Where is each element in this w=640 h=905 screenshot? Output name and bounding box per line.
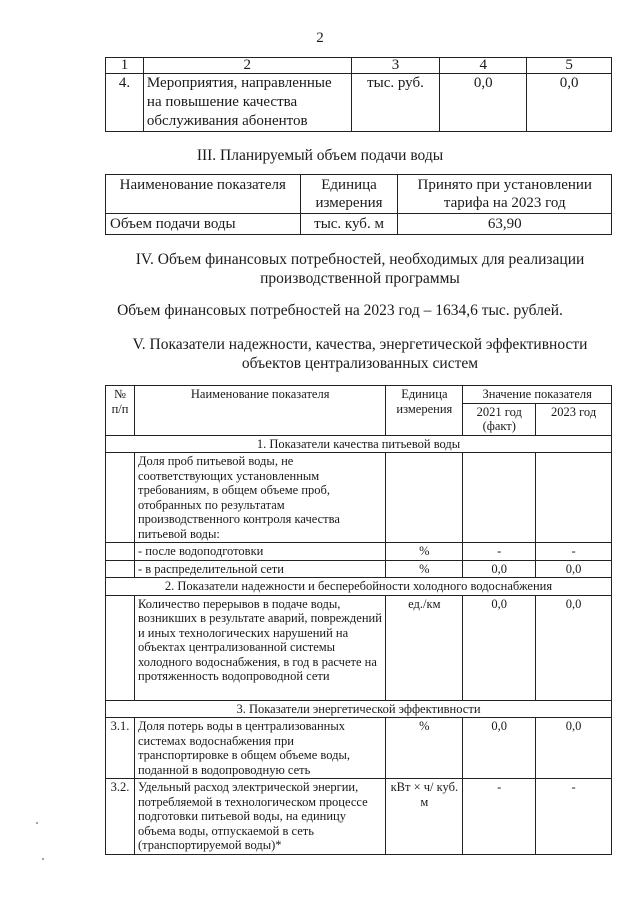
table-row <box>106 543 612 561</box>
row-name: Доля потерь воды в централизованных системах водоснабжения при транспортировке в общем объеме воды, поданной в водопроводную сеть <box>134 718 385 779</box>
section-4-title: IV. Объем финансовых потребностей, необходимых для реализации производственной программы <box>135 251 585 287</box>
measures-table <box>105 57 612 132</box>
group-title: 3. Показатели энергетической эффективности <box>106 700 612 718</box>
row-name: Мероприятия, направленные на повышение качества обслуживания абонентов <box>143 74 351 132</box>
row-number <box>106 560 135 578</box>
section-3-title: III. Планируемый объем подачи воды <box>196 147 444 164</box>
table-row <box>106 214 612 235</box>
table-row <box>106 779 612 855</box>
group-row <box>106 435 612 453</box>
row-unit: % <box>386 543 463 561</box>
row-value: 0,0 <box>527 74 612 132</box>
group-title: 2. Показатели надежности и бесперебойности холодного водоснабжения <box>106 578 612 596</box>
header-name: Наименование показателя <box>106 175 301 214</box>
row-value: - <box>463 779 536 855</box>
indicators-table <box>105 385 612 855</box>
header-value: Значение показателя <box>463 386 612 404</box>
financial-needs-text: Объем финансовых потребностей на 2023 год – 1634,6 тыс. рублей. <box>117 302 563 319</box>
header-number: № п/п <box>106 386 135 436</box>
table-header-row <box>106 58 612 74</box>
row-unit: тыс. руб. <box>351 74 440 132</box>
row-unit: % <box>386 560 463 578</box>
row-name: Удельный расход электрической энергии, потребляемой в технологическом процессе подготовки питьевой воды, на единицу объема воды, отпускаемой в сеть (транспортируемой воды)* <box>134 779 385 855</box>
table-row <box>106 453 612 543</box>
group-title: 1. Показатели качества питьевой воды <box>106 435 612 453</box>
row-value: 0,0 <box>463 718 536 779</box>
table-header-row <box>106 386 612 404</box>
row-value: 0,0 <box>536 718 612 779</box>
row-value: 0,0 <box>463 595 536 700</box>
row-number <box>106 595 135 700</box>
row-number: 3.1. <box>106 718 135 779</box>
row-number <box>106 453 135 543</box>
header-name: Наименование показателя <box>134 386 385 436</box>
row-value <box>463 453 536 543</box>
row-unit: % <box>386 718 463 779</box>
row-value: 0,0 <box>536 560 612 578</box>
row-name: Количество перерывов в подаче воды, возникших в результате аварий, повреждений и иных технологических нарушений на объектах централизованной системы холодного водоснабжения, в год в расчете на протяженность водопроводной сети <box>134 595 385 700</box>
page-number: 2 <box>316 30 324 46</box>
section-5-title: V. Показатели надежности, качества, энергетической эффективности объектов централизованных систем <box>132 336 588 372</box>
row-value: - <box>463 543 536 561</box>
row-name: - после водоподготовки <box>134 543 385 561</box>
row-number <box>106 543 135 561</box>
column-number: 1 <box>106 58 144 74</box>
row-unit: тыс. куб. м <box>300 214 398 235</box>
table-row <box>106 718 612 779</box>
row-unit <box>386 453 463 543</box>
row-value: - <box>536 543 612 561</box>
column-number: 5 <box>527 58 612 74</box>
row-unit: кВт × ч/ куб. м <box>386 779 463 855</box>
column-number: 4 <box>440 58 527 74</box>
scan-speck <box>36 822 38 824</box>
row-value: 0,0 <box>536 595 612 700</box>
header-value: Принято при установлении тарифа на 2023 год <box>398 175 612 214</box>
row-number: 4. <box>106 74 144 132</box>
header-unit: Единица измерения <box>300 175 398 214</box>
table-row <box>106 595 612 700</box>
table-row <box>106 74 612 132</box>
column-number: 3 <box>351 58 440 74</box>
row-value: 63,90 <box>398 214 612 235</box>
group-row <box>106 578 612 596</box>
row-value <box>536 453 612 543</box>
row-name: - в распределительной сети <box>134 560 385 578</box>
table-header-row <box>106 175 612 214</box>
header-year-2021: 2021 год (факт) <box>463 403 536 435</box>
header-year-2023: 2023 год <box>536 403 612 435</box>
row-value: 0,0 <box>463 560 536 578</box>
table-row <box>106 560 612 578</box>
row-name: Доля проб питьевой воды, не соответствующих установленным требованиям, в общем объеме проб, отобранных по результатам производственного контроля качества питьевой воды: <box>134 453 385 543</box>
row-value: 0,0 <box>440 74 527 132</box>
row-unit: ед./км <box>386 595 463 700</box>
row-value: - <box>536 779 612 855</box>
header-unit: Единица измерения <box>386 386 463 436</box>
group-row <box>106 700 612 718</box>
column-number: 2 <box>143 58 351 74</box>
row-number: 3.2. <box>106 779 135 855</box>
row-name: Объем подачи воды <box>106 214 301 235</box>
water-supply-table <box>105 174 612 235</box>
scan-speck <box>42 858 44 860</box>
